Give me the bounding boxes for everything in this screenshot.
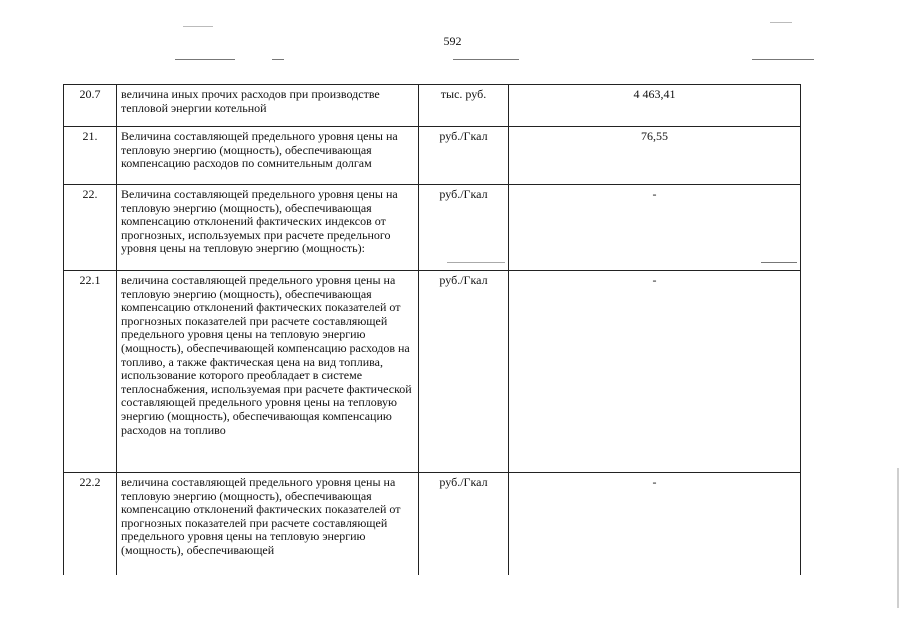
row-unit: руб./Гкал <box>419 127 509 185</box>
page-number: 592 <box>443 34 462 48</box>
row-unit: руб./Гкал <box>419 185 509 271</box>
table-row <box>64 127 801 185</box>
row-unit: руб./Гкал <box>419 271 509 473</box>
row-number: 21. <box>64 127 117 185</box>
row-number: 22. <box>64 185 117 271</box>
table-row <box>64 85 801 127</box>
row-unit: тыс. руб. <box>419 85 509 127</box>
scan-speck <box>272 59 284 60</box>
row-value: 76,55 <box>509 127 801 185</box>
scan-speck <box>175 59 235 60</box>
row-description: величина иных прочих расходов при производстве тепловой энергии котельной <box>117 85 419 127</box>
row-description: величина составляющей предельного уровня цены на тепловую энергию (мощность), обеспечивающая компенсацию отклонений фактических показателей от прогнозных показателей при расчете составляющей предельного уровня цены на тепловую энергию (мощность), обеспечивающей компенсацию расходов на топливо, а также фактическая цена на вид топлива, использование которого преобладает в системе теплоснабжения, используемая при расчете фактической составляющей предельного уровня цены на тепловую энергию (мощность), обеспечивающая компенсацию расходов на топливо <box>117 271 419 473</box>
row-value: - <box>509 185 801 271</box>
row-number: 20.7 <box>64 85 117 127</box>
row-value: 4 463,41 <box>509 85 801 127</box>
table-row <box>64 473 801 576</box>
row-description: Величина составляющей предельного уровня цены на тепловую энергию (мощность), обеспечивающая компенсацию расходов по сомнительным долгам <box>117 127 419 185</box>
row-description: Величина составляющей предельного уровня цены на тепловую энергию (мощность), обеспечивающая компенсацию отклонений фактических индексов от прогнозных, используемых при расчете предельного уровня цены на тепловую энергию (мощность): <box>117 185 419 271</box>
scan-speck <box>770 22 792 23</box>
row-description: величина составляющей предельного уровня цены на тепловую энергию (мощность), обеспечивающая компенсацию отклонений фактических показателей от прогнозных показателей при расчете составляющей предельного уровня цены на тепловую энергию (мощность), обеспечивающей <box>117 473 419 576</box>
row-value: - <box>509 271 801 473</box>
scan-speck <box>183 26 213 27</box>
row-unit: руб./Гкал <box>419 473 509 576</box>
tariff-table <box>63 84 801 575</box>
scan-speck <box>752 59 814 60</box>
row-value: - <box>509 473 801 576</box>
table-row <box>64 185 801 271</box>
scan-speck <box>453 59 519 60</box>
table-row <box>64 271 801 473</box>
scan-edge <box>897 468 899 608</box>
row-number: 22.1 <box>64 271 117 473</box>
row-number: 22.2 <box>64 473 117 576</box>
